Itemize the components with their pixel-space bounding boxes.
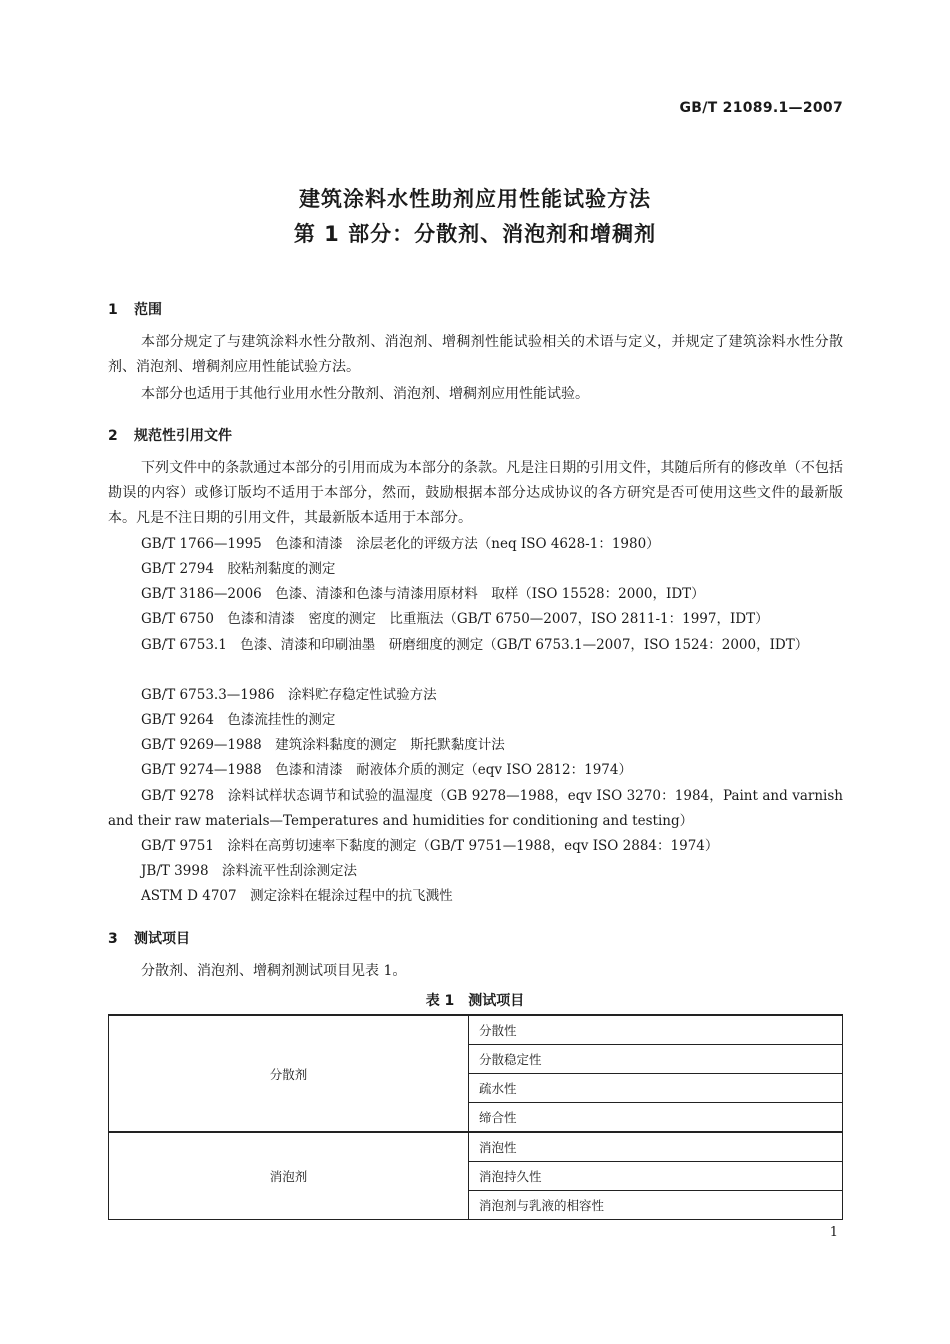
item-cell: 分散稳定性 [469,1045,843,1074]
document-title-line1: 建筑涂料水性助剂应用性能试验方法 [299,187,651,211]
reference-item: GB/T 9269—1988 建筑涂料黏度的测定 斯托默黏度计法 [141,737,505,753]
table-caption: 表 1 测试项目 [425,993,525,1009]
item-cell: 消泡性 [469,1132,843,1162]
table-row [109,1132,843,1162]
reference-item: GB/T 6750 色漆和清漆 密度的测定 比重瓶法（GB/T 6750—2007，ISO 2811-1：1997，IDT） [141,611,769,627]
reference-item: GB/T 9274—1988 色漆和清漆 耐液体介质的测定（eqv ISO 2812：1974） [141,762,632,778]
group-cell: 消泡剂 [109,1132,469,1220]
page-number: 1 [829,1225,838,1240]
paragraph: 本部分规定了与建筑涂料水性分散剂、消泡剂、增稠剂性能试验相关的术语与定义，并规定了建筑涂料水性分散剂、消泡剂、增稠剂应用性能试验方法。 [108,334,843,375]
paragraph: 本部分也适用于其他行业用水性分散剂、消泡剂、增稠剂应用性能试验。 [141,386,589,402]
item-cell: 消泡剂与乳液的相容性 [469,1191,843,1220]
section-title: 测试项目 [134,931,190,947]
test-items-table [108,1014,843,1220]
reference-item: GB/T 9278 涂料试样状态调节和试验的温湿度（GB 9278—1988，eqv ISO 3270：1984，Paint and varnish and their raw materials—Temperatures and humidities for conditioning and testing） [108,788,843,829]
section-2-heading [108,425,232,445]
item-cell: 分散性 [469,1015,843,1045]
section-1-heading [108,299,162,319]
paragraph: 分散剂、消泡剂、增稠剂测试项目见表 1。 [141,963,407,979]
reference-item: GB/T 9264 色漆流挂性的测定 [141,712,336,728]
reference-item: JB/T 3998 涂料流平性刮涂测定法 [141,863,358,879]
reference-item: ASTM D 4707 测定涂料在辊涂过程中的抗飞溅性 [141,888,453,904]
paragraph: 下列文件中的条款通过本部分的引用而成为本部分的条款。凡是注日期的引用文件，其随后所有的修改单（不包括勘误的内容）或修订版均不适用于本部分，然而，鼓励根据本部分达成协议的各方研究是否可使用这些文件的最新版本。凡是不注日期的引用文件，其最新版本适用于本部分。 [108,460,843,526]
reference-item: GB/T 6753.3—1986 涂料贮存稳定性试验方法 [141,687,437,703]
item-cell: 缔合性 [469,1103,843,1133]
section-number: 2 [108,428,118,444]
section-3-heading [108,928,190,948]
reference-item: GB/T 6753.1 色漆、清漆和印刷油墨 研磨细度的测定（GB/T 6753.1—2007，ISO 1524：2000，IDT） [141,637,809,653]
reference-item: GB/T 1766—1995 色漆和清漆 涂层老化的评级方法（neq ISO 4628-1：1980） [141,536,660,552]
section-number: 1 [108,302,118,318]
section-title: 范围 [134,302,162,318]
section-number: 3 [108,931,118,947]
reference-item: GB/T 2794 胶粘剂黏度的测定 [141,561,336,577]
document-title-line2: 第 1 部分：分散剂、消泡剂和增稠剂 [293,222,657,246]
reference-item: GB/T 3186—2006 色漆、清漆和色漆与清漆用原材料 取样（ISO 15528：2000，IDT） [141,586,705,602]
table-row [109,1015,843,1045]
standard-code: GB/T 21089.1—2007 [679,100,843,116]
group-cell: 分散剂 [109,1015,469,1132]
section-title: 规范性引用文件 [134,428,232,444]
reference-item: GB/T 9751 涂料在高剪切速率下黏度的测定（GB/T 9751—1988，eqv ISO 2884：1974） [141,838,719,854]
item-cell: 消泡持久性 [469,1162,843,1191]
item-cell: 疏水性 [469,1074,843,1103]
